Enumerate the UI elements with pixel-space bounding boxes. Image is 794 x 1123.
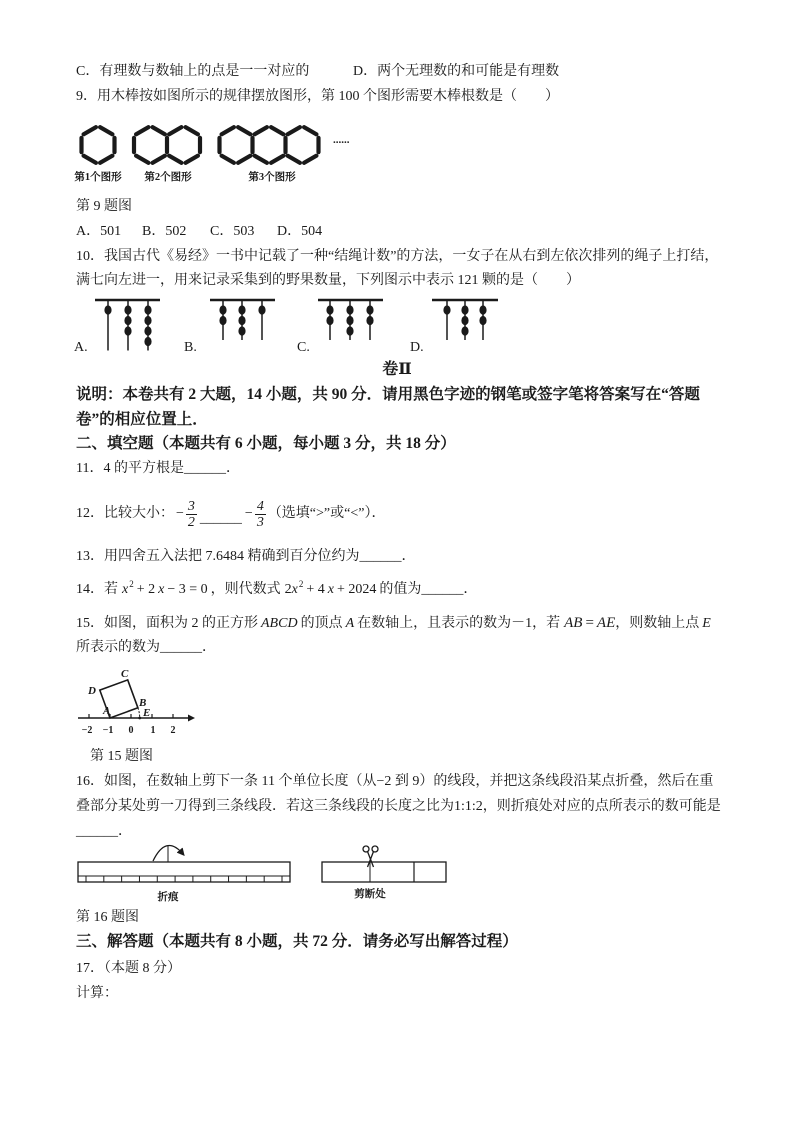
point-e [138,717,141,720]
point-label-a: A [103,705,111,717]
point-label-e: E [143,707,151,719]
coefficient: 2 [284,582,292,597]
point-label-d: D [88,685,96,697]
figure-9 [74,127,349,183]
tick-label-0: 0 [128,725,134,736]
stick [84,127,96,134]
knot [326,316,333,325]
stick [271,127,283,134]
q15-text: ，则数轴上点 [615,616,700,631]
expression-term: + 4 [306,582,325,597]
ruler-strip [78,862,290,882]
section-3-title: 三、解答题（本题共有 8 小题，共 72 分．请务必写出解答过程） [76,933,518,950]
ratio: 1:1:2 [454,799,483,814]
fraction-2-numerator: 4 [256,498,264,514]
knot [238,305,245,314]
stick [271,156,283,163]
equation-equals: = [585,615,594,631]
question-16-line-1: 16．如图，在数轴上剪下一条 11 个单位长度（从−2 到 9）的线段，并把这条线段沿某点折叠，然后在重 [76,774,714,789]
folded-strip [322,862,446,882]
figure-3-label: 第3个图形 [248,172,296,183]
point-label-c: C [121,668,129,680]
fraction-2 [255,500,266,529]
knot [346,326,353,335]
stick [222,127,234,134]
equation-right: AE [596,615,616,631]
minus-sign-1: − [176,506,184,521]
knot [479,316,486,325]
q9-option-c: C．503 [210,224,255,239]
stick [238,127,250,134]
section-2-title: 二、填空题（本题共有 6 小题，每小题 3 分，共 18 分） [76,435,456,452]
question-10-stem-line-1: 10．我国古代《易经》一书中记载了一种“结绳计数”的方法，一女子在从右到左依次排列的绳子上打结， [76,249,719,264]
stick [84,156,96,163]
stick [255,127,267,134]
stick-hexagons [82,127,319,163]
question-15-line-1 [76,613,714,634]
part-2-note-line-2: 卷”的相应位置上． [76,411,208,428]
knot [346,305,353,314]
fraction-2-denominator: 3 [256,514,264,530]
q16-text: 叠部分某处剪一刀得到三条线段．若这三条线段的长度之比为 [76,799,454,814]
stick [186,127,198,134]
knot [346,316,353,325]
stick [304,156,316,163]
question-13: 13．用四舍五入法把 7.6484 精确到百分位约为______． [76,549,416,564]
question-14-suffix: 的值为______． [379,582,478,597]
knot [258,305,265,314]
knot [219,305,226,314]
question-17-prompt: 计算： [76,986,118,1001]
figure-1-label: 第1个图形 [74,172,122,183]
knot-diagram-b [210,299,275,340]
q10-option-a-label: A. [74,340,88,355]
stick [304,127,316,134]
stick [255,156,267,163]
question-12-prefix: 12．比较大小： [76,506,174,521]
variable-x: x [122,582,129,597]
point-label-b: B [139,697,147,709]
stick [288,127,300,134]
figure-16-caption: 第 16 题图 [76,910,139,925]
stick [169,127,181,134]
figure-15 [78,668,195,736]
q10-option-c-label: C. [297,340,310,355]
q9-option-d: D．504 [277,224,323,239]
knot [443,305,450,314]
question-16-line-3: ______． [76,824,132,839]
variable-x: x [327,582,334,597]
tick-label-2: 2 [170,725,176,736]
stick [186,156,198,163]
q9-option-a: A．501 [76,224,122,239]
part-2-title: 卷Ⅱ [382,361,412,378]
minus-sign-2: − [244,506,253,521]
figure-2-label: 第2个图形 [144,172,192,183]
fraction-1 [186,500,197,529]
cut-label: 剪断处 [354,889,386,900]
variable-x: x [158,582,165,597]
q15-text: 15．如图，面积为 2 的正方形 [76,616,258,631]
knot [326,305,333,314]
q16-text: ，则折痕处对应的点所表示的数可能是 [482,799,721,814]
figure-9-caption: 第 9 题图 [76,199,132,214]
knot [238,326,245,335]
question-14-middle: ，则代数式 [210,582,281,597]
question-10-stem-line-2: 满七向左进一，用来记录采集到的野果数量，下列图示中表示 121 颗的是（ ） [76,273,580,288]
knot [461,316,468,325]
tick-label-1: 1 [150,725,156,736]
question-11: 11．4 的平方根是______． [76,461,240,476]
q15-text: 的顶点 [300,616,343,631]
square-name: ABCD [261,616,298,631]
ruler-ticks [86,876,282,882]
knot [219,316,226,325]
q10-option-b-label: B. [184,340,197,355]
expression-term: + 2024 [336,582,377,597]
fraction-1-denominator: 2 [187,514,195,530]
tick-label-minus-2: −2 [81,725,93,736]
question-16-line-2 [76,797,721,817]
continuation-dots: ...... [333,134,350,146]
q9-option-b: B．502 [142,224,187,239]
arc-b-to-e [138,708,140,718]
knot [238,316,245,325]
figure-16 [78,845,446,903]
question-15-line-2: 所表示的数为______． [76,640,216,655]
knot [144,337,151,346]
fraction-1-numerator: 3 [187,498,195,514]
question-12-suffix: （选填“>”或“<”）． [267,506,386,521]
fold-label: 折痕 [157,892,179,903]
axis-arrow [188,715,195,722]
knot-diagram-a [95,299,160,351]
question-12 [76,499,385,529]
figure-15-caption: 第 15 题图 [90,749,153,764]
q8-option-d: D．两个无理数的和可能是有理数 [353,64,560,79]
knot [144,305,151,314]
variable-x: x [291,582,298,597]
q15-text: 在数轴上，且表示的数为－1，若 [357,616,561,631]
point-e-name: E [702,616,711,631]
stick [100,156,112,163]
exponent: 2 [129,579,134,589]
knot-diagram-d [432,299,498,340]
question-9-stem: 9．用木棒按如图所示的规律摆放图形，第 100 个图形需要木棒根数是（ ） [76,89,559,104]
equation-term: + 2 [136,582,156,597]
part-2-note-line-1: 说明：本卷共有 2 大题，14 小题，共 90 分．请用黑色字迹的钢笔或签字笔将答案写在“答题 [76,386,700,403]
q8-option-c: C．有理数与数轴上的点是一一对应的 [76,64,310,79]
equation-left: AB [564,615,583,631]
knot [366,305,373,314]
stick [222,156,234,163]
answer-blank: ______ [199,511,242,526]
stick [153,127,165,134]
knot [144,326,151,335]
point-a-name: A [345,616,355,631]
knot [124,316,131,325]
question-17-title: 17．（本题 8 分） [76,961,181,976]
knot [104,305,111,314]
tick-label-minus-1: −1 [102,725,114,736]
exponent: 2 [298,579,304,589]
knot-diagram-c [318,299,383,340]
knot [461,305,468,314]
knot [124,326,131,335]
q10-option-d-label: D. [410,340,424,355]
stick [153,156,165,163]
stick [169,156,181,163]
knot [366,316,373,325]
stick [238,156,250,163]
knot [479,305,486,314]
knot [144,316,151,325]
stick [136,127,148,134]
equation-term: − 3 = 0 [167,582,208,597]
knot [124,305,131,314]
stick [288,156,300,163]
question-14-prefix: 14．若 [76,582,118,597]
question-14 [76,580,477,600]
knot [461,326,468,335]
stick [136,156,148,163]
stick [100,127,112,134]
